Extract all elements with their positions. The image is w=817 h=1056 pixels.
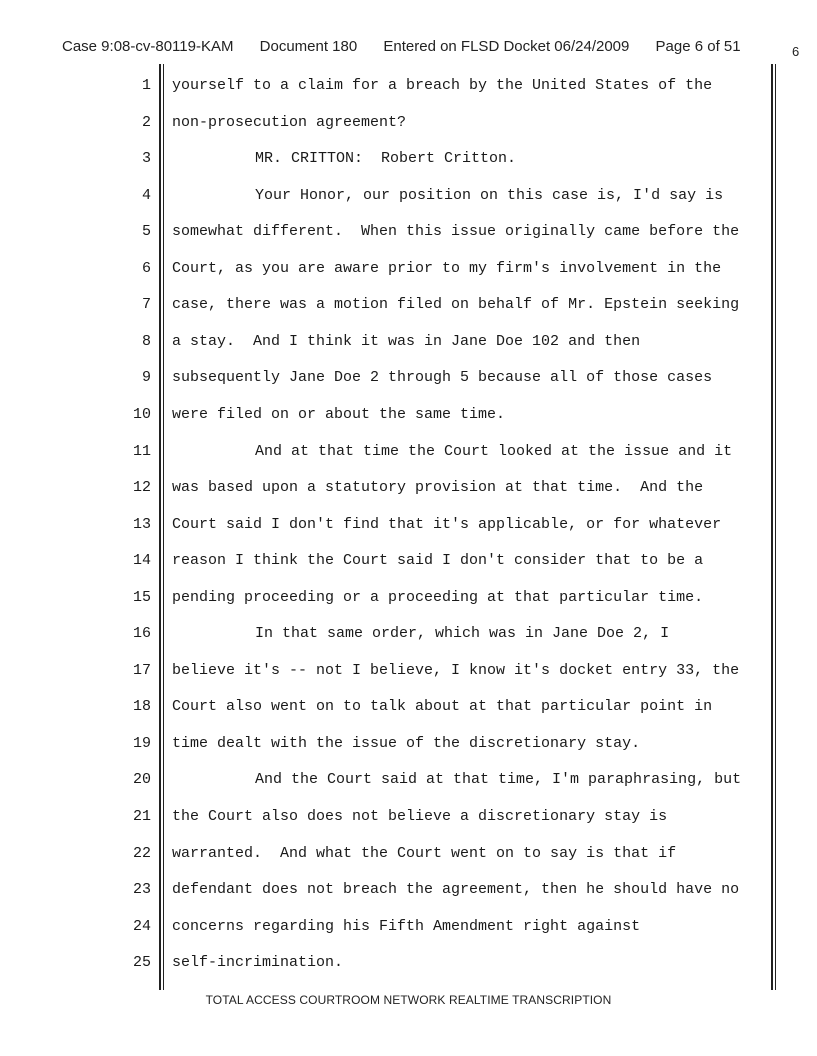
line-text: the Court also does not believe a discretionary stay is: [172, 808, 668, 825]
line-text: was based upon a statutory provision at that time. And the: [172, 479, 704, 496]
case-number: Case 9:08-cv-80119-KAM: [62, 38, 234, 55]
transcript-line: [0, 845, 817, 865]
transcript-line: [0, 662, 817, 682]
transcript-line: [0, 260, 817, 280]
line-number: 14: [132, 552, 151, 569]
line-number: 12: [132, 479, 151, 496]
transcript-line: [0, 735, 817, 755]
transcript-line: [0, 479, 817, 499]
line-number: 22: [132, 845, 151, 862]
line-number: 18: [132, 698, 151, 715]
line-number: 2: [141, 114, 151, 131]
line-number: 3: [141, 150, 151, 167]
transcript-line: [0, 223, 817, 243]
docket-entry: Entered on FLSD Docket 06/24/2009: [383, 38, 630, 55]
line-number: 16: [132, 625, 151, 642]
line-number: 4: [141, 187, 151, 204]
line-number: 1: [141, 77, 151, 94]
line-text: And at that time the Court looked at the issue and it: [255, 443, 733, 460]
transcript-line: [0, 771, 817, 791]
line-number: 15: [132, 589, 151, 606]
line-number: 11: [132, 443, 151, 460]
line-text: Court also went on to talk about at that particular point in: [172, 698, 713, 715]
line-text: believe it's -- not I believe, I know it's docket entry 33, the: [172, 662, 740, 679]
transcript-line: [0, 369, 817, 389]
transcript-line: [0, 808, 817, 828]
line-text: warranted. And what the Court went on to say is that if: [172, 845, 677, 862]
transcript-line: [0, 625, 817, 645]
line-number: 24: [132, 918, 151, 935]
line-number: 6: [141, 260, 151, 277]
transcript-line: [0, 150, 817, 170]
transcript-line: [0, 333, 817, 353]
line-text: pending proceeding or a proceeding at that particular time.: [172, 589, 704, 606]
line-text: somewhat different. When this issue originally came before the: [172, 223, 740, 240]
line-number: 13: [132, 516, 151, 533]
line-number: 19: [132, 735, 151, 752]
line-text: In that same order, which was in Jane Doe 2, I: [255, 625, 670, 642]
line-text: yourself to a claim for a breach by the United States of the: [172, 77, 713, 94]
line-text: And the Court said at that time, I'm paraphrasing, but: [255, 771, 742, 788]
line-text: subsequently Jane Doe 2 through 5 because all of those cases: [172, 369, 713, 386]
line-text: time dealt with the issue of the discretionary stay.: [172, 735, 641, 752]
line-number: 5: [141, 223, 151, 240]
line-number: 20: [132, 771, 151, 788]
line-number: 23: [132, 881, 151, 898]
line-text: concerns regarding his Fifth Amendment right against: [172, 918, 641, 935]
line-text: Your Honor, our position on this case is, I'd say is: [255, 187, 724, 204]
line-number: 8: [141, 333, 151, 350]
line-text: defendant does not breach the agreement, then he should have no: [172, 881, 740, 898]
transcript-line: [0, 589, 817, 609]
footer-credit: TOTAL ACCESS COURTROOM NETWORK REALTIME TRANSCRIPTION: [205, 993, 612, 1007]
document-number: Document 180: [259, 38, 358, 55]
line-text: non-prosecution agreement?: [172, 114, 407, 131]
transcript-line: [0, 406, 817, 426]
line-number: 10: [132, 406, 151, 423]
transcript-line: [0, 881, 817, 901]
line-number: 7: [141, 296, 151, 313]
page-count: Page 6 of 51: [655, 38, 741, 55]
line-number: 17: [132, 662, 151, 679]
transcript-line: [0, 443, 817, 463]
line-text: self-incrimination.: [172, 954, 344, 971]
docket-header: [62, 38, 741, 55]
transcript-line: [0, 187, 817, 207]
line-text: a stay. And I think it was in Jane Doe 102 and then: [172, 333, 641, 350]
transcript-line: [0, 296, 817, 316]
line-number: 25: [132, 954, 151, 971]
transcript-line: [0, 918, 817, 938]
line-text: Court, as you are aware prior to my firm's involvement in the: [172, 260, 722, 277]
line-text: MR. CRITTON: Robert Critton.: [255, 150, 517, 167]
transcript-line: [0, 516, 817, 536]
line-text: reason I think the Court said I don't consider that to be a: [172, 552, 704, 569]
line-number: 21: [132, 808, 151, 825]
line-text: Court said I don't find that it's applicable, or for whatever: [172, 516, 722, 533]
line-text: were filed on or about the same time.: [172, 406, 506, 423]
line-number: 9: [141, 369, 151, 386]
transcript-page-number: 6: [792, 44, 800, 59]
transcript-line: [0, 552, 817, 572]
transcript-line: [0, 77, 817, 97]
transcript-line: [0, 698, 817, 718]
line-text: case, there was a motion filed on behalf of Mr. Epstein seeking: [172, 296, 740, 313]
transcript-line: [0, 114, 817, 134]
transcript-line: [0, 954, 817, 974]
